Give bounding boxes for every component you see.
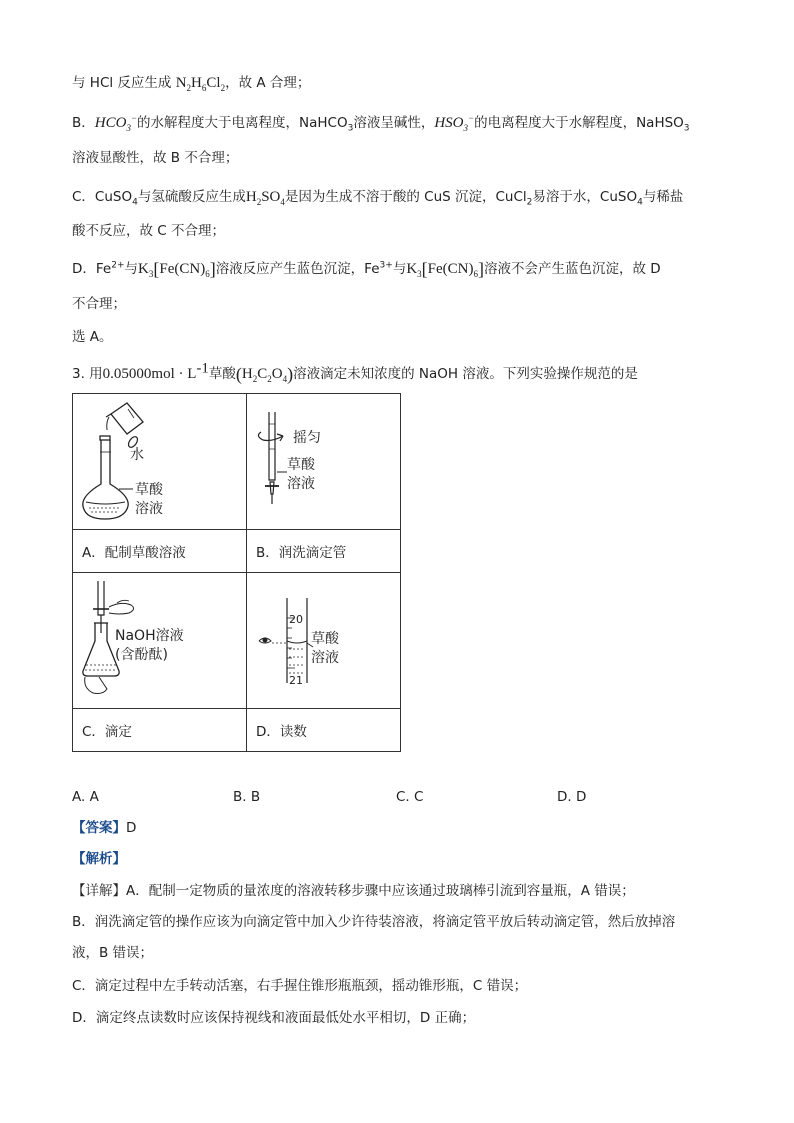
analysis-b1: [72, 912, 675, 932]
label-phenolphthalein: (含酚酞): [115, 647, 168, 663]
superscript: -1: [196, 360, 209, 377]
text: 溶液滴定未知浓度的 NaOH 溶液。下列实验操作规范的是: [293, 366, 638, 382]
text: B．: [72, 115, 95, 131]
analysis-b2: [72, 943, 153, 963]
hand-icon: [109, 603, 134, 614]
choice-b: B. B: [233, 789, 261, 805]
option-b-label: B．润洗滴定管: [247, 530, 401, 573]
question-3: [72, 360, 638, 384]
text: 选 A。: [72, 329, 113, 345]
formula-k3fecn6: $K_3[Fe(CN)_6]$: [138, 259, 216, 279]
label-solution: 溶液: [311, 650, 339, 666]
subscript: 4: [637, 197, 643, 208]
text-line-2: [72, 113, 690, 133]
volumetric-flask-icon: [83, 436, 128, 519]
option-c-label: C．滴定: [73, 709, 247, 752]
subscript: 3: [683, 123, 690, 134]
text: 与 HCl 反应生成: [72, 75, 176, 91]
text: ，故 A 合理；: [225, 75, 311, 91]
text: 与: [124, 261, 139, 277]
text: 酸不反应，故 C 不合理；: [72, 223, 226, 239]
analysis-heading: [72, 849, 126, 869]
text-line-5: [72, 221, 225, 241]
label-solution: 溶液: [287, 476, 315, 492]
formula-h2so4: $H_2SO_4$: [245, 189, 285, 207]
superscript: 2+: [111, 260, 125, 271]
subscript: 2: [526, 197, 533, 208]
text-line-8: [72, 327, 113, 347]
text: D．滴定终点读数时应该保持视线和液面最低处水平相切，D 正确；: [72, 1010, 476, 1026]
options-table: [72, 393, 401, 752]
text-line-6: [72, 259, 661, 279]
formula-hco3: $HCO_3^-$: [94, 113, 138, 133]
subscript: 3: [347, 123, 354, 134]
analysis-c: [72, 976, 527, 996]
formula-hso3: $HSO_3^-$: [434, 113, 475, 133]
analysis-label: 【解析】: [72, 851, 126, 867]
answer-line: [72, 818, 136, 838]
text: 与稀盐: [642, 189, 684, 205]
hand-icon: [85, 677, 107, 694]
text: 是因为生成不溶于酸的 CuS 沉淀，CuCl: [284, 189, 527, 205]
figure-a-cell: [73, 394, 247, 530]
text: 与: [392, 261, 407, 277]
text: 溶液呈碱性，: [353, 115, 435, 131]
figure-d-cell: [247, 573, 401, 709]
option-d-label: D．读数: [247, 709, 401, 752]
text: 3. 用: [72, 366, 103, 382]
text: 易溶于水，CuSO: [532, 189, 638, 205]
text: C．滴定过程中左手转动活塞，右手握住锥形瓶瓶颈，摇动锥形瓶，C 错误；: [72, 978, 528, 994]
text: B．润洗滴定管的操作应该为向滴定管中加入少许待装溶液，将滴定管平放后转动滴定管，然后放掉溶: [72, 914, 676, 930]
text-line-4: [72, 187, 683, 207]
concentration: 0.05000mol · L: [102, 366, 197, 382]
text: A．配制一定物质的量浓度的溶液转移步骤中应该通过玻璃棒引流到容量瓶，A 错误；: [126, 883, 635, 899]
burette-icon: [265, 412, 279, 504]
answer-label: 【答案】: [72, 820, 126, 836]
label-solution: 溶液: [135, 501, 163, 517]
superscript: 3+: [379, 260, 393, 271]
tick-21: 21: [289, 674, 303, 687]
burette-rinse-figure: [247, 394, 400, 529]
tick-20: 20: [289, 613, 303, 626]
formula-h2c2o4: $(H_2C_2O_4)$: [235, 364, 294, 384]
text-line-7: [72, 294, 126, 314]
text: 的水解程度大于电离程度，NaHCO: [137, 115, 348, 131]
text-line-3: [72, 148, 238, 168]
label-oxalic: 草酸: [287, 457, 315, 473]
eye-icon: [259, 638, 271, 643]
rotate-arrow-icon: [258, 432, 283, 441]
subscript: 4: [132, 197, 138, 208]
text: 与氢硫酸反应生成: [137, 189, 246, 205]
label-shake: 摇匀: [293, 430, 321, 446]
text: 溶液不会产生蓝色沉淀，故 D: [483, 261, 661, 277]
choice-a: A. A: [72, 789, 99, 805]
analysis-a: [72, 881, 635, 901]
detail-label: 【详解】: [72, 883, 126, 899]
choice-d: D. D: [557, 789, 587, 805]
label-oxalic: 草酸: [311, 631, 339, 647]
beaker-icon: [106, 403, 143, 434]
text: 溶液反应产生蓝色沉淀，Fe: [215, 261, 380, 277]
text: 溶液显酸性，故 B 不合理；: [72, 150, 239, 166]
text: C．CuSO: [72, 189, 133, 205]
text: 的电离程度大于水解程度，NaHSO: [474, 115, 684, 131]
choice-c: C. C: [396, 789, 424, 805]
figure-c-cell: [73, 573, 247, 709]
text: 草酸: [208, 366, 236, 382]
text: 液，B 错误；: [72, 945, 154, 961]
label-oxalic: 草酸: [135, 482, 163, 498]
text: 不合理；: [72, 296, 126, 312]
text-line-1: [72, 73, 310, 93]
text: D．Fe: [72, 261, 112, 277]
label-naoh: NaOH溶液: [115, 628, 184, 644]
option-a-label: A．配制草酸溶液: [73, 530, 247, 573]
answer-value: D: [126, 820, 137, 836]
figure-b-cell: [247, 394, 401, 530]
analysis-d: [72, 1008, 475, 1028]
label-water: 水: [130, 447, 144, 463]
formula-n2h6cl2: $N_2H_6Cl_2$: [175, 75, 226, 93]
formula-k3fecn6: $K_3[Fe(CN)_6]$: [406, 259, 484, 279]
